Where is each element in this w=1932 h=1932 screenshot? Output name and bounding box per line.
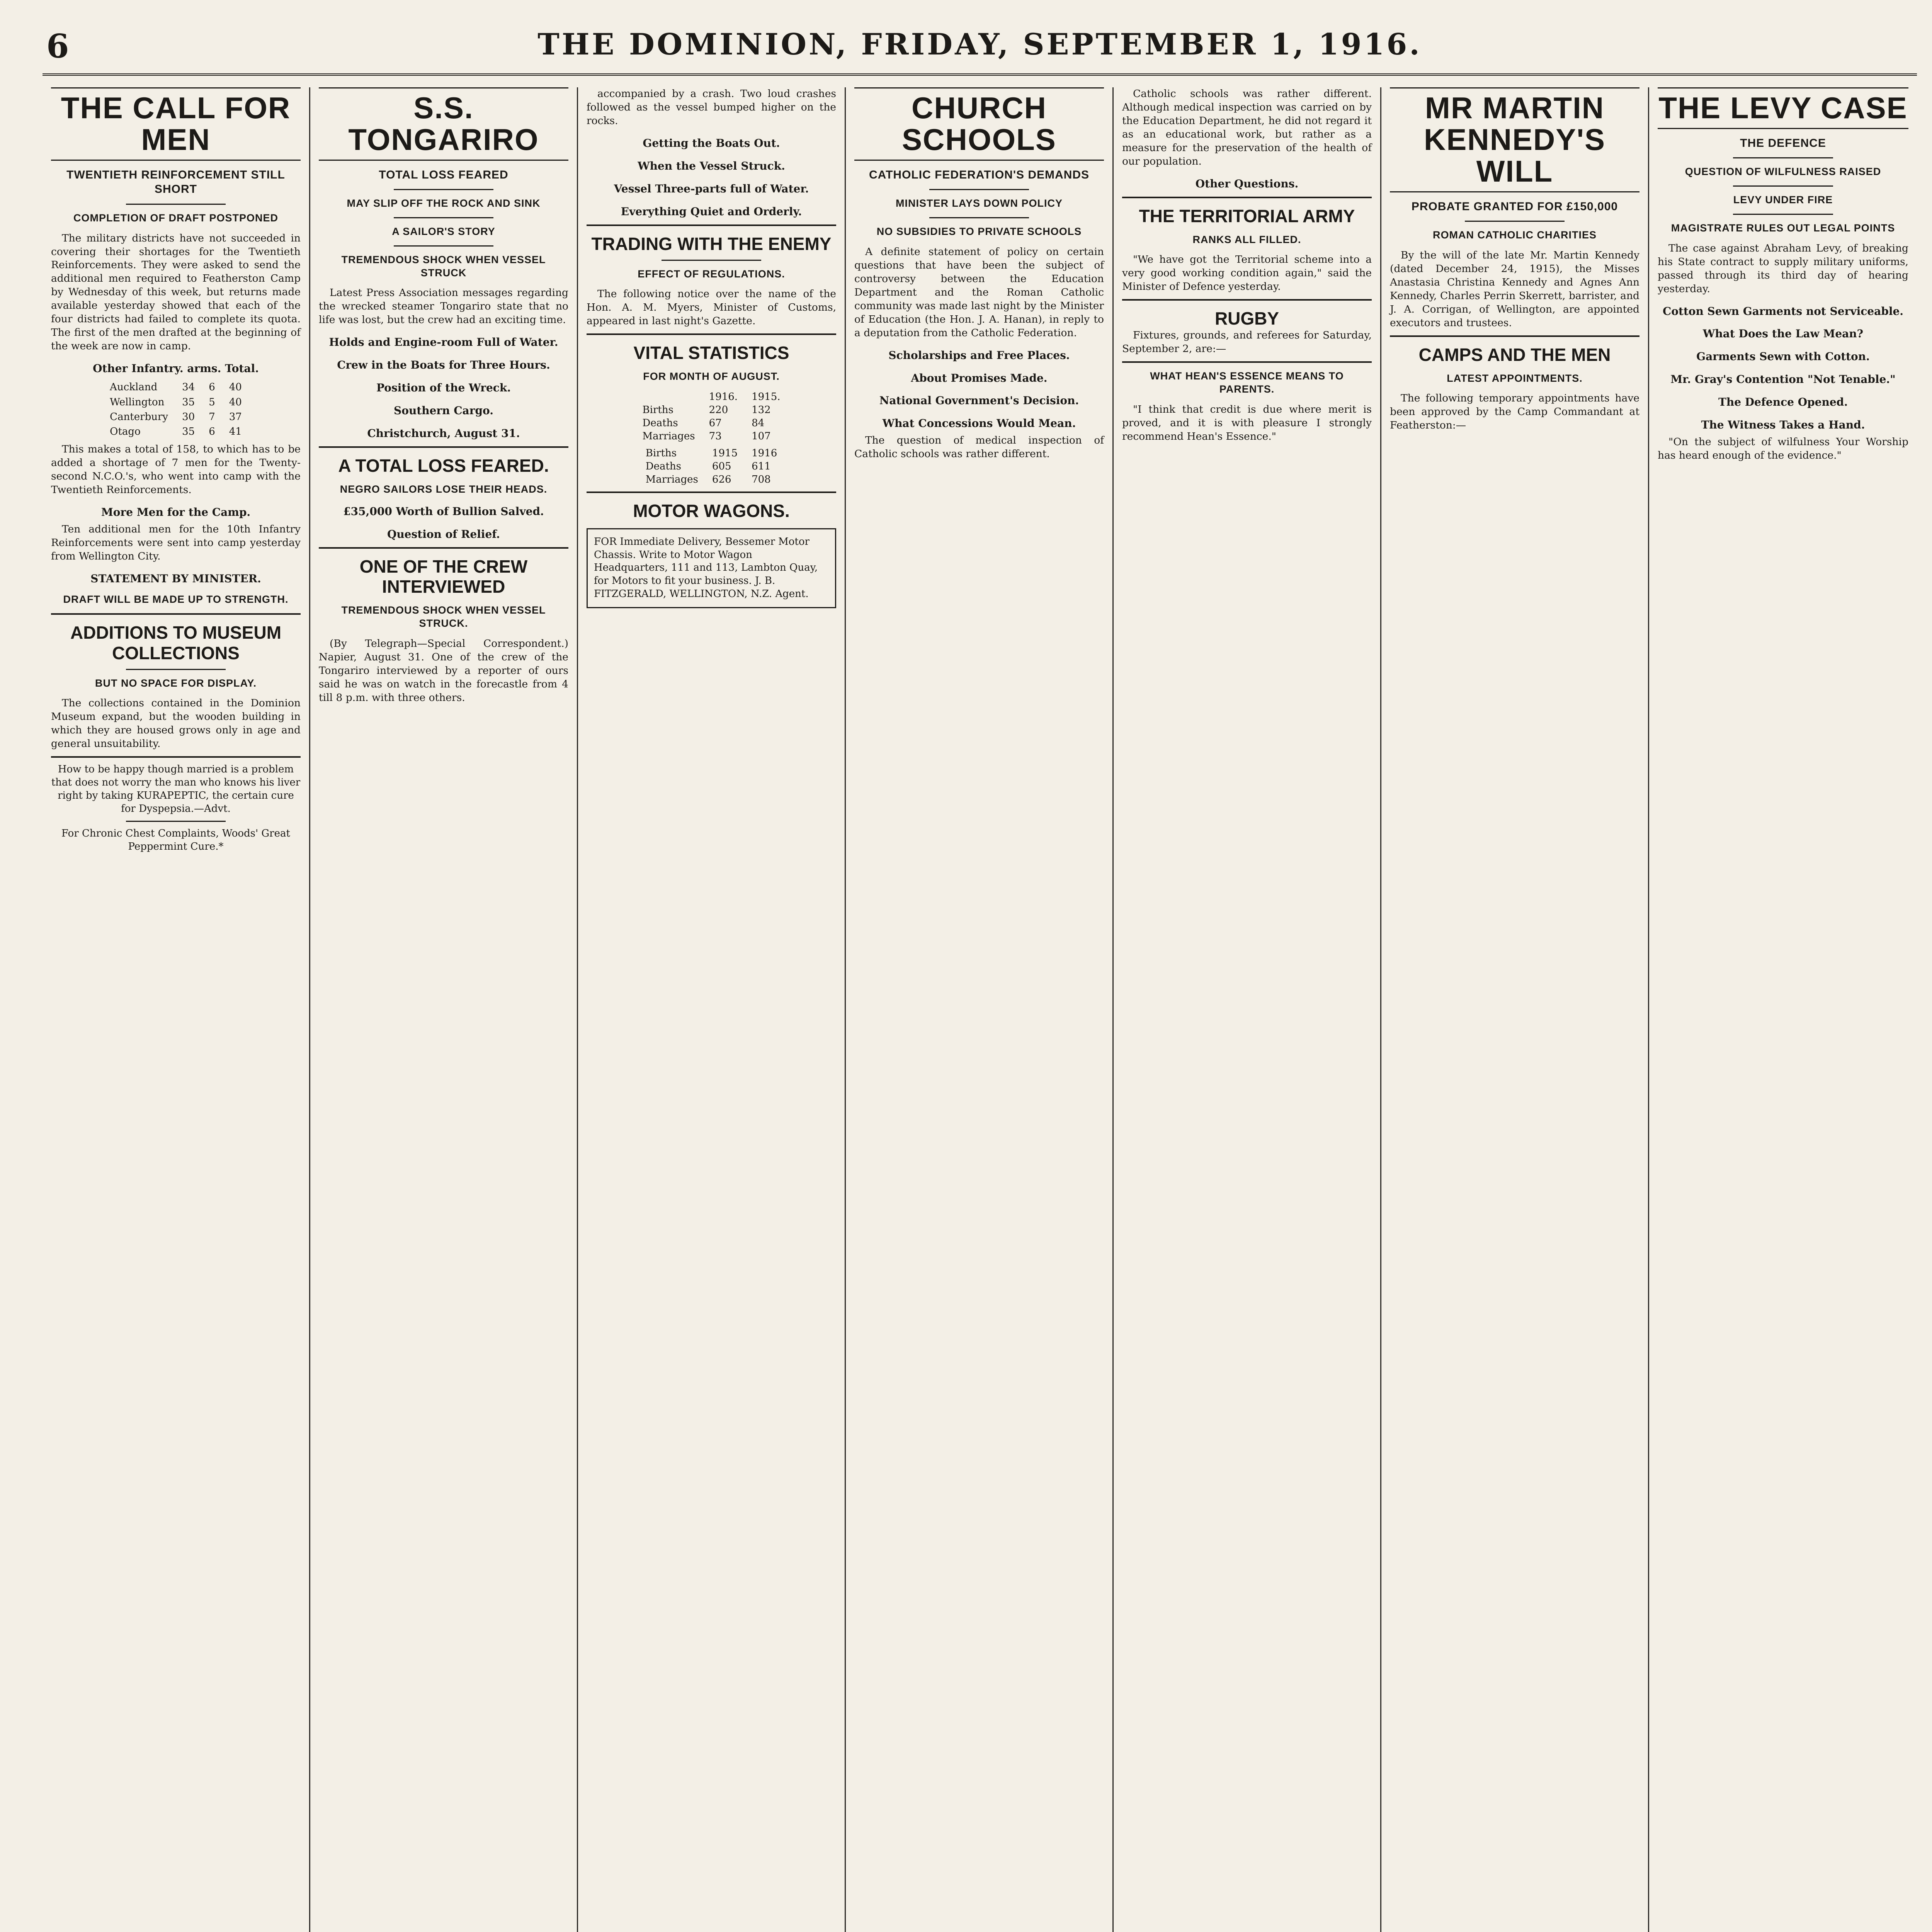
column-5: Catholic schools was rather different. Although medical inspection was carried on by the Education Department, he did not regard it as an educational work, but rather as a measure for the preservation of the health of our population. Other Questions. THE TERRITORIAL ARMY RANKS ALL FILLED. "We have got the Territorial scheme into a very good working condition again," said the Minister of Defence yesterday. RUGBY Fixtures, grounds, and referees for Saturday, September 2, are:— WHAT HEAN'S ESSENCE MEANS TO PARENTS. "I think that credit is due where merit is proved, and it is with pleasure I strongly recommend Hean's Essence." — [1114, 87, 1381, 1932]
subhead-magistrate: MAGISTRATE RULES OUT LEGAL POINTS — [1671, 222, 1895, 234]
subhead-regulations: EFFECT OF REGULATIONS. — [638, 268, 785, 280]
columns — [43, 87, 1917, 1932]
section-heading: The Defence Opened. — [1718, 396, 1848, 409]
table-row: Auckland 34 6 40 — [110, 381, 242, 393]
column-1: THE CALL FOR MEN TWENTIETH REINFORCEMENT STILL SHORT COMPLETION OF DRAFT POSTPONED The military districts have not succeeded in covering their shortages for the Twentieth Reinforcements. They were asked to send the additional men required to Featherston Camp by Wednesday of this week, but returns made available yesterday showed that each of the four districts had failed to complete its quota. The first of the men drafted at the beginning of the week are now in camp. Other Infantry. arms. Total. Auckland 34 6 40 Wellington 35 5 40 Canterbury 30 7 37 Otago 35 6 41 This makes a total of 158, to which has to be added a shortage of 7 men for the Twenty-second N.C.O.'s, who went into camp with the Twentieth Reinforcements. More Men for the Camp. Ten additional men for the 10th Infantry Reinforcements were sent into camp yesterday from Wellington City. STATEMENT BY MINISTER. DRAFT WILL BE MADE UP TO STRENGTH. ADDITIONS TO MUSEUM COLLECTIONS BUT NO SPACE FOR DISPLAY. The collections contained in the Dominion Museum expand, but the wooden building in which they are housed grows only in age and general unsuitability. How to be happy though married is a problem that does not worry the man who knows his liver right by taking KURAPEPTIC, the certain cure for Dyspepsia.—Advt. For Chronic Chest Complaints, Woods' Great Peppermint Cure.* — [43, 87, 310, 1932]
subhead-shock: TREMENDOUS SHOCK WHEN VESSEL STRUCK — [341, 253, 546, 279]
table-row: Otago 35 6 41 — [110, 426, 242, 438]
section-heading: What Does the Law Mean? — [1702, 327, 1864, 340]
advertisement: FOR Immediate Delivery, Bessemer Motor Chassis. Write to Motor Wagon Headquarters, 111 and 113, Lambton Quay, for Motors to fit your business. J. B. FITZGERALD, WELLINGTON, N.Z. Agent. — [587, 528, 836, 608]
section-heading: Christchurch, August 31. — [367, 427, 520, 440]
table-row: Marriages 73 107 — [642, 430, 771, 442]
section-heading: STATEMENT BY MINISTER. — [90, 572, 261, 585]
column-6: MR MARTIN KENNEDY'S WILL PROBATE GRANTED FOR £150,000 ROMAN CATHOLIC CHARITIES By the will of the late Mr. Martin Kennedy (dated December 24, 1915), the Misses Anastasia Christina Kennedy and Agnes Ann Kennedy, Charles Perrin Skerrett, barrister, and J. A. Corrigan, of Wellington, are appointed executors and trustees. CAMPS AND THE MEN LATEST APPOINTMENTS. The following temporary appointments have been approved by the Camp Commandant at Featherston:— — [1381, 87, 1649, 1932]
headline-motor-wagons: MOTOR WAGONS. — [633, 500, 790, 521]
column-4: CHURCH SCHOOLS CATHOLIC FEDERATION'S DEMANDS MINISTER LAYS DOWN POLICY NO SUBSIDIES TO PRIVATE SCHOOLS A definite statement of policy on certain questions that have been the subject of controversy between the Education Department and the Roman Catholic community was made last night by the Minister of Education (the Hon. J. A. Hanan), in reply to a deputation from the Catholic Federation. Scholarships and Free Places. About Promises Made. National Government's Decision. What Concessions Would Mean. The question of medical inspection of Catholic schools was rather different. — [846, 87, 1114, 1932]
subhead-federation: CATHOLIC FEDERATION'S DEMANDS — [869, 168, 1089, 181]
section-heading: Getting the Boats Out. — [643, 136, 780, 150]
section-heading: More Men for the Camp. — [101, 506, 251, 519]
table-row: Births 220 132 — [642, 404, 771, 416]
headline-kennedy-will: MR MARTIN KENNEDY'S WILL — [1390, 87, 1639, 192]
subhead-completion: COMPLETION OF DRAFT POSTPONED — [73, 212, 278, 224]
section-heading: Garments Sewn with Cotton. — [1696, 350, 1870, 363]
table-row: Births 1915 1916 — [645, 447, 777, 459]
table-row: 1916. 1915. — [709, 391, 781, 403]
subhead-august: FOR MONTH OF AUGUST. — [643, 371, 780, 383]
subhead-reinforcement: TWENTIETH REINFORCEMENT STILL SHORT — [66, 168, 285, 196]
section-heading: The Witness Takes a Hand. — [1701, 418, 1865, 432]
subhead-tremendous-shock: TREMENDOUS SHOCK WHEN VESSEL STRUCK. — [341, 604, 546, 629]
headline-crew-interviewed: ONE OF THE CREW INTERVIEWED — [359, 556, 528, 597]
subhead-negro-sailors: NEGRO SAILORS LOSE THEIR HEADS. — [340, 483, 548, 495]
column-2: S.S. TONGARIRO TOTAL LOSS FEARED MAY SLIP OFF THE ROCK AND SINK A SAILOR'S STORY TREMENDOUS SHOCK WHEN VESSEL STRUCK Latest Press Association messages regarding the wrecked steamer Tongariro state that no life was lost, but the crew had an exciting time. Holds and Engine-room Full of Water. Crew in the Boats for Three Hours. Position of the Wreck. Southern Cargo. Christchurch, August 31. A TOTAL LOSS FEARED. NEGRO SAILORS LOSE THEIR HEADS. £35,000 Worth of Bullion Salved. Question of Relief. ONE OF THE CREW INTERVIEWED TREMENDOUS SHOCK WHEN VESSEL STRUCK. (By Telegraph—Special Correspondent.) Napier, August 31. One of the crew of the Tongariro interviewed by a reporter of ours said he was on watch in the forecastle from 4 till 8 p.m. with three others. — [310, 87, 578, 1932]
table-row: Canterbury 30 7 37 — [110, 411, 242, 423]
section-heading: What Concessions Would Mean. — [882, 417, 1076, 430]
statistics-table — [635, 390, 787, 443]
section-heading: Holds and Engine-room Full of Water. — [329, 336, 558, 349]
table-heading: Other Infantry. arms. Total. — [93, 362, 259, 375]
headline-call-for-men: THE CALL FOR MEN — [51, 87, 301, 161]
subhead-charities: ROMAN CATHOLIC CHARITIES — [1433, 229, 1597, 241]
section-heading: £35,000 Worth of Bullion Salved. — [343, 505, 544, 518]
headline-museum: ADDITIONS TO MUSEUM COLLECTIONS — [70, 622, 282, 663]
subhead-minister-policy: MINISTER LAYS DOWN POLICY — [895, 197, 1063, 209]
subhead-museum: BUT NO SPACE FOR DISPLAY. — [95, 677, 257, 689]
subhead-total-loss: TOTAL LOSS FEARED — [379, 168, 509, 181]
table-row: Wellington 35 5 40 — [110, 396, 242, 408]
column-3: accompanied by a crash. Two loud crashes followed as the vessel bumped higher on the rocks. Getting the Boats Out. When the Vessel Struck. Vessel Three-parts full of Water. Everything Quiet and Orderly. TRADING WITH THE ENEMY EFFECT OF REGULATIONS. The following notice over the name of the Hon. A. M. Myers, Minister of Customs, appeared in last night's Gazette. VITAL STATISTICS FOR MONTH OF AUGUST. 1916. 1915. Births 220 132 Deaths 67 84 Marriages 73 107 Births 1915 1916 Deaths 605 611 Marriages 626 708 MOTOR WAGONS. FOR Immediate Delivery, Bessemer Motor Chassis. Write to Motor Wagon Headquarters, 111 and 113, Lambton Quay, for Motors to fit your business. J. B. FITZGERALD, WELLINGTON, N.Z. Agent. — [578, 87, 846, 1932]
headline-territorial-army: THE TERRITORIAL ARMY — [1139, 206, 1355, 226]
headline-camps: CAMPS AND THE MEN — [1418, 344, 1611, 365]
section-heading: About Promises Made. — [911, 371, 1048, 384]
section-heading: Mr. Gray's Contention "Not Tenable." — [1670, 373, 1896, 386]
article-call-for-men: The military districts have not succeeded in covering their shortages for the Twentieth Reinforcements. They were asked to send the additional men required to Featherston Camp by Wednesday of this week, but returns made available yesterday showed that each of the four districts had failed to complete its quota. The first of the men drafted at the beginning of the week are now in camp. Other Infantry. arms. Total. Auckland 34 6 40 Wellington 35 5 40 Canterbury 30 7 37 Otago 35 6 41 This makes a total of 158, to which has to be added a shortage of 7 men for the Twenty-second N.C.O.'s, who went into camp with the Twentieth Reinforcements. More Men for the Camp. Ten additional men for the 10th Infantry Reinforcements were sent into camp yesterday from Wellington City. STATEMENT BY MINISTER. DRAFT WILL BE MADE UP TO STRENGTH. — [51, 232, 301, 606]
advertisement: How to be happy though married is a problem that does not worry the man who knows his liver right by taking KURAPEPTIC, the certain cure for Dyspepsia.—Advt. — [51, 764, 301, 815]
section-heading: Cotton Sewn Garments not Serviceable. — [1662, 304, 1904, 318]
subhead-no-subsidies: NO SUBSIDIES TO PRIVATE SCHOOLS — [876, 226, 1082, 238]
section-heading: Crew in the Boats for Three Hours. — [337, 359, 550, 372]
section-heading: Position of the Wreck. — [376, 381, 511, 395]
headline-church-schools: CHURCH SCHOOLS — [854, 87, 1104, 161]
subhead-wilfulness: QUESTION OF WILFULNESS RAISED — [1685, 166, 1881, 178]
section-heading: Scholarships and Free Places. — [888, 349, 1070, 362]
subhead-levy-under-fire: LEVY UNDER FIRE — [1733, 194, 1833, 206]
district-table — [103, 380, 249, 439]
table-row: Marriages 626 708 — [645, 473, 771, 485]
newspaper-title: THE DOMINION, FRIDAY, SEPTEMBER 1, 1916. — [537, 27, 1422, 61]
subhead-slip: MAY SLIP OFF THE ROCK AND SINK — [347, 197, 541, 209]
subhead-probate: PROBATE GRANTED FOR £150,000 — [1411, 200, 1618, 213]
headline-trading-enemy: TRADING WITH THE ENEMY — [591, 233, 832, 254]
page-number: 6 — [46, 27, 69, 65]
section-heading: Vessel Three-parts full of Water. — [614, 182, 809, 195]
headline-levy-case: THE LEVY CASE — [1658, 87, 1908, 129]
subhead-heans-essence: WHAT HEAN'S ESSENCE MEANS TO PARENTS. — [1150, 370, 1344, 395]
headline-rugby: RUGBY — [1214, 308, 1279, 329]
subhead-sailor-story: A SAILOR'S STORY — [392, 226, 495, 238]
headline-total-loss: A TOTAL LOSS FEARED. — [338, 455, 549, 476]
table-row: Deaths 67 84 — [642, 417, 765, 429]
advertisement: For Chronic Chest Complaints, Woods' Great Peppermint Cure.* — [61, 828, 290, 853]
section-heading: Everything Quiet and Orderly. — [621, 205, 802, 218]
section-heading: National Government's Decision. — [879, 394, 1079, 407]
section-heading: Southern Cargo. — [394, 404, 493, 417]
subhead-defence: THE DEFENCE — [1740, 136, 1826, 150]
section-heading: When the Vessel Struck. — [638, 159, 785, 172]
masthead — [43, 23, 1917, 76]
table-row: Deaths 605 611 — [645, 460, 771, 472]
subhead-appointments: LATEST APPOINTMENTS. — [1447, 372, 1583, 384]
headline-tongariro: S.S. TONGARIRO — [319, 87, 568, 161]
section-heading: Question of Relief. — [387, 527, 500, 541]
column-7: THE LEVY CASE THE DEFENCE QUESTION OF WILFULNESS RAISED LEVY UNDER FIRE MAGISTRATE RULES OUT LEGAL POINTS The case against Abraham Levy, of breaking his State contract to supply military uniforms, passed through its third day of hearing yesterday. Cotton Sewn Garments not Serviceable. What Does the Law Mean? Garments Sewn with Cotton. Mr. Gray's Contention "Not Tenable." The Defence Opened. The Witness Takes a Hand. "On the subject of wilfulness Your Worship has heard enough of the evidence." — [1649, 87, 1917, 1932]
subhead-ranks-filled: RANKS ALL FILLED. — [1192, 233, 1301, 245]
statistics-table-2 — [639, 447, 784, 486]
headline-vital-statistics: VITAL STATISTICS — [633, 343, 789, 363]
section-heading: Other Questions. — [1195, 177, 1299, 190]
subhead-draft: DRAFT WILL BE MADE UP TO STRENGTH. — [63, 594, 289, 605]
